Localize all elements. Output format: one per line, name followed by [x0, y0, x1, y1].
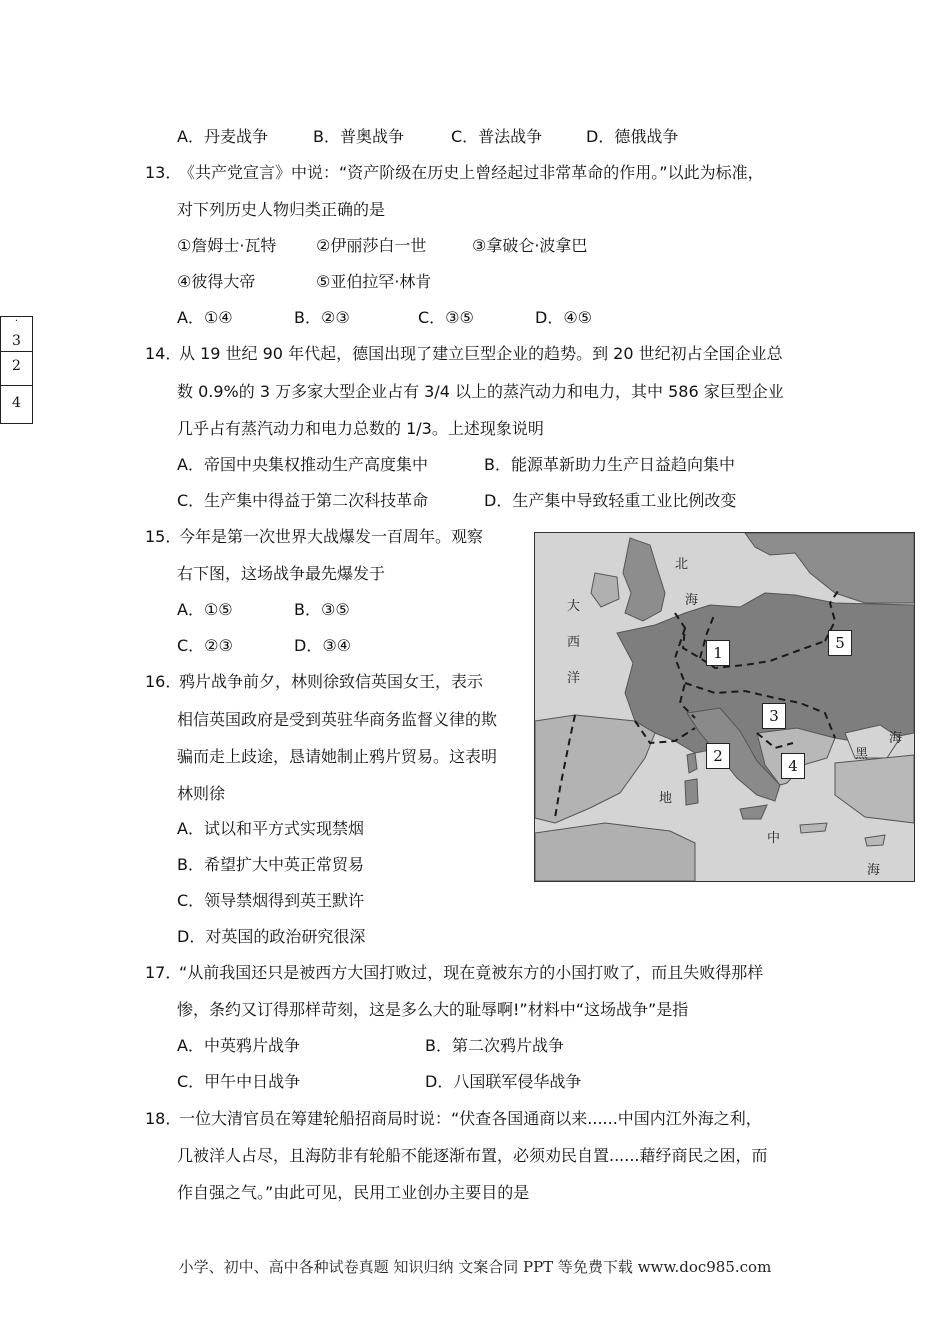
sicily-island — [740, 805, 767, 819]
q12-option-a: A．丹麦战争 — [177, 127, 268, 146]
margin-tab-cell-3: 3 — [12, 333, 21, 349]
q13-item-5: ⑤亚伯拉罕·林肯 — [316, 272, 432, 291]
q14-option-c: C．生产集中得益于第二次科技革命 — [177, 491, 429, 510]
q12-option-b: B．普奥战争 — [313, 127, 404, 146]
q16-option-a: A．试以和平方式实现禁烟 — [177, 819, 364, 838]
q13-option-d: D．④⑤ — [535, 308, 593, 327]
q14-stem-line-1: 14．从 19 世纪 90 年代起，德国出现了建立巨型企业的趋势。到 20 世纪初占全国企业总 — [145, 342, 783, 366]
q13-option-c: C．③⑤ — [418, 308, 474, 327]
iberia-landmass — [535, 715, 655, 823]
q16-number: 16． — [145, 672, 182, 691]
map-label-atlantic-1: 大 — [567, 599, 581, 614]
map-region-2-marker: 2 — [706, 743, 730, 769]
q17-option-a: A．中英鸦片战争 — [177, 1036, 300, 1055]
q14-option-b: B．能源革新助力生产日益趋向集中 — [484, 455, 735, 474]
q16-stem-line-2: 相信英国政府是受到英驻华商务监督义律的欺 — [177, 710, 498, 729]
q16-option-c: C．领导禁烟得到英王默许 — [177, 891, 365, 910]
q14-stem-line-2: 数 0.9%的 3 万多家大型企业占有 3/4 以上的蒸汽动力和电力，其中 586 家巨型企业 — [177, 382, 784, 401]
q16-stem-line-4: 林则徐 — [177, 784, 226, 803]
north-africa-landmass — [535, 823, 695, 881]
q14-number: 14． — [145, 344, 182, 363]
margin-tab-dot: · — [14, 316, 19, 327]
sardinia-island — [685, 779, 698, 805]
map-label-atlantic-3: 洋 — [567, 671, 581, 686]
q16-option-b: B．希望扩大中英正常贸易 — [177, 855, 364, 874]
map-label-mediterranean-3: 海 — [867, 863, 881, 878]
corsica-island — [687, 753, 697, 773]
ireland-landmass — [591, 573, 619, 607]
q15-option-b: B．③⑤ — [294, 600, 350, 619]
q18-stem-line-1: 18．一位大清官员在筹建轮船招商局时说：“伏查各国通商以来......中国内江外海之利， — [145, 1107, 762, 1131]
q16-stem-line-1: 16．鸦片战争前夕，林则徐致信英国女王，表示 — [145, 670, 483, 694]
map-label-mediterranean-2: 中 — [767, 831, 781, 846]
q13-item-1: ①詹姆士·瓦特 — [177, 236, 277, 255]
q15-option-c: C．②③ — [177, 636, 233, 655]
margin-tab-cell-4: 4 — [12, 395, 21, 411]
q15-option-a: A．①⑤ — [177, 600, 233, 619]
asia-minor-landmass — [835, 755, 914, 823]
map-label-north-1: 北 — [675, 557, 689, 572]
q18-stem-line-3: 作自强之气。”由此可见，民用工业创办主要目的是 — [177, 1183, 530, 1202]
cyprus-island — [865, 835, 885, 846]
q13-number: 13． — [145, 163, 182, 182]
q15-option-d: D．③④ — [294, 636, 352, 655]
q17-option-d: D．八国联军侵华战争 — [425, 1072, 582, 1091]
q13-item-2: ②伊丽莎白一世 — [316, 236, 427, 255]
margin-tab-cell-2: 2 — [12, 358, 21, 374]
europe-map — [534, 532, 915, 882]
q13-item-4: ④彼得大帝 — [177, 272, 256, 291]
q13-stem-line-2: 对下列历史人物归类正确的是 — [177, 200, 386, 219]
q17-number: 17． — [145, 963, 182, 982]
q17-option-b: B．第二次鸦片战争 — [425, 1036, 564, 1055]
page-footer: 小学、初中、高中各种试卷真题 知识归纳 文案合同 PPT 等免费下载 www.doc985.com — [178, 1258, 772, 1276]
map-region-4-marker: 4 — [781, 753, 805, 779]
q14-stem-line-3: 几乎占有蒸汽动力和电力总数的 1/3。上述现象说明 — [177, 419, 544, 438]
map-label-north-2: 海 — [685, 593, 699, 608]
map-region-1-marker: 1 — [706, 640, 730, 666]
q13-item-3: ③拿破仑·波拿巴 — [472, 236, 588, 255]
q13-option-a: A．①④ — [177, 308, 233, 327]
map-region-5-marker: 5 — [828, 630, 852, 656]
q18-number: 18． — [145, 1109, 182, 1128]
q18-stem-line-2: 几被洋人占尽，且海防非有轮船不能逐渐布置，必须劝民自置......藉纾商民之困，而 — [177, 1146, 768, 1165]
europe-map-drawing — [535, 533, 914, 881]
q14-option-d: D．生产集中导致轻重工业比例改变 — [484, 491, 737, 510]
margin-tab-divider — [1, 385, 32, 386]
q14-option-a: A．帝国中央集权推动生产高度集中 — [177, 455, 428, 474]
q17-stem-line-1: 17．“从前我国还只是被西方大国打败过，现在竟被东方的小国打败了，而且失败得那样 — [145, 961, 763, 985]
q17-option-c: C．甲午中日战争 — [177, 1072, 301, 1091]
q15-stem-line-1: 15．今年是第一次世界大战爆发一百周年。观察 — [145, 525, 483, 549]
q16-option-d: D．对英国的政治研究很深 — [177, 927, 366, 946]
map-label-atlantic-2: 西 — [567, 635, 581, 650]
map-label-black-1: 黑 — [855, 747, 869, 762]
scandinavia-landmass — [745, 533, 914, 603]
q13-stem-line-1: 13．《共产党宣言》中说：“资产阶级在历史上曾经起过非常革命的作用。”以此为标准， — [145, 161, 764, 185]
crete-island — [800, 823, 827, 833]
q17-stem-line-2: 惨，条约又订得那样苛刻，这是多么大的耻辱啊!”材料中“这场战争”是指 — [177, 1000, 689, 1019]
map-label-mediterranean-1: 地 — [659, 791, 673, 806]
q15-stem-line-2: 右下图，这场战争最先爆发于 — [177, 564, 386, 583]
margin-tab-divider — [1, 351, 32, 352]
margin-tab — [0, 316, 33, 424]
q15-number: 15． — [145, 527, 182, 546]
map-region-3-marker: 3 — [762, 703, 786, 729]
q13-option-b: B．②③ — [294, 308, 350, 327]
map-label-black-2: 海 — [889, 731, 903, 746]
q12-option-c: C．普法战争 — [451, 127, 543, 146]
great-britain-landmass — [623, 538, 665, 621]
q12-option-d: D．德俄战争 — [586, 127, 679, 146]
q16-stem-line-3: 骗而走上歧途，恳请她制止鸦片贸易。这表明 — [177, 747, 498, 766]
